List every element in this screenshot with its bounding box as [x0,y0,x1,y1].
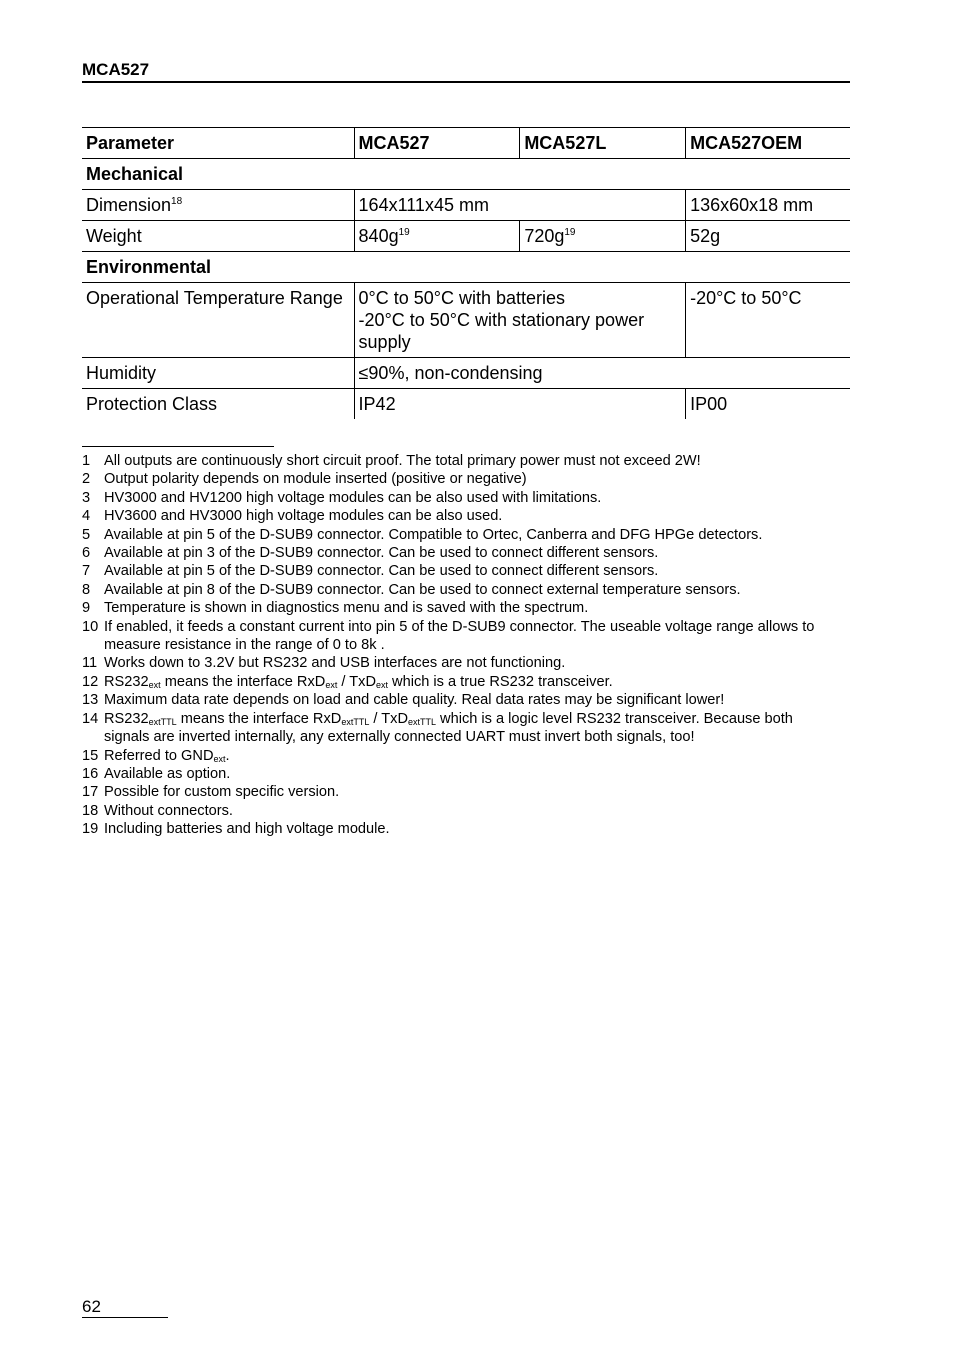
footnote-item: 10 If enabled, it feeds a constant current into pin 5 of the D-SUB9 connector. The useable voltage range allows to measure resistance in the range of 0 to 8k . [82,618,815,654]
param-weight: Weight [82,221,354,252]
footnote-item: 18 Without connectors. [82,802,233,819]
table-row [82,389,850,420]
param-dimension: Dimension$^{18}$ [82,190,354,221]
footnote-item: 16 Available as option. [82,765,231,782]
page-number: 62 [82,1297,168,1318]
table-row [82,221,850,252]
temperature-mca527-value: 0°C to 50°C with batteries -20°C to 50°C with stationary power supply [354,283,686,358]
dimension-mca527-value: 164x111x45 mm [354,190,686,221]
param-humidity: Humidity [82,358,354,389]
table-row [82,190,850,221]
section-row-environmental [82,252,850,283]
footnote-ref: 19 [564,227,576,238]
footnote-item: 6 Available at pin 3 of the D-SUB9 connector. Can be used to connect different sensors. [82,545,659,562]
footnote-item: 3 HV3000 and HV1200 high voltage modules can be also used with limitations. [82,489,602,506]
table-header-row [82,128,850,159]
param-protection: Protection Class [82,389,354,420]
footnote-ref: 18 [171,196,183,207]
footnote-item: 11 Works down to 3.2V but RS232 and USB interfaces are not functioning. [82,655,566,672]
table-row [82,358,850,389]
protection-mca527-value: IP42 [354,389,686,420]
footnote-item: 17 Possible for custom specific version. [82,784,340,801]
footnote-item: 19 Including batteries and high voltage module. [82,821,390,838]
footnote-item: 4 HV3600 and HV3000 high voltage modules can be also used. [82,508,503,525]
footnote-list [82,452,842,839]
section-environmental: Environmental [82,252,850,283]
page-header [82,60,850,83]
header-mca527oem: MCA527OEM [686,128,850,159]
header-mca527: MCA527 [354,128,520,159]
footnote-divider [82,446,274,447]
section-mechanical: Mechanical [82,159,850,190]
footnote-item: 2 Output polarity depends on module inserted (positive or negative) [82,471,527,488]
weight-oem-value: 52g [686,221,850,252]
footnote-item: 7 Available at pin 5 of the D-SUB9 connector. Can be used to connect different sensors. [82,563,659,580]
footnote-item: 15 Referred to $GND_{ext}$. [82,747,230,764]
footnote-item: 14 $RS232_{extTTL}$ means the interface RxD$_{extTTL}$ / TxD$_{extTTL}$ which is a logic level RS232 transceiver. Because both signals are inverted internally, any externally connected UART must invert both signals, too! [82,710,793,746]
dimension-oem-value: 136x60x18 mm [686,190,850,221]
footnote-item: 13 Maximum data rate depends on load and cable quality. Real data rates may be significant lower! [82,692,725,709]
table-row [82,283,850,358]
footnote-item: 8 Available at pin 8 of the D-SUB9 connector. Can be used to connect external temperature sensors. [82,581,741,598]
footnote-ref: 19 [398,227,410,238]
temperature-oem-value: -20°C to 50°C [686,283,850,358]
footnote-item: 5 Available at pin 5 of the D-SUB9 connector. Compatible to Ortec, Canberra and DFG HPGe detectors. [82,526,763,543]
header-title: MCA527 [82,60,150,79]
protection-oem-value: IP00 [686,389,850,420]
footnote-item: 1 All outputs are continuously short circuit proof. The total primary power must not exceed 2W! [82,453,701,469]
footnote-item: 9 Temperature is shown in diagnostics menu and is saved with the spectrum. [82,600,589,617]
footnote-item: 12 $RS232_{ext}$ means the interface RxD$_{ext}$ / TxD$_{ext}$ which is a true RS232 transceiver. [82,673,613,690]
header-parameter: Parameter [82,128,354,159]
section-row-mechanical [82,159,850,190]
header-mca527l: MCA527L [520,128,686,159]
param-temperature: Operational Temperature Range [82,283,354,358]
humidity-value: ≤90%, non-condensing [354,358,850,389]
weight-mca527l-value: $720g^{19}$ [520,221,686,252]
specification-table [82,127,850,419]
weight-mca527-value: $840g^{19}$ [354,221,520,252]
